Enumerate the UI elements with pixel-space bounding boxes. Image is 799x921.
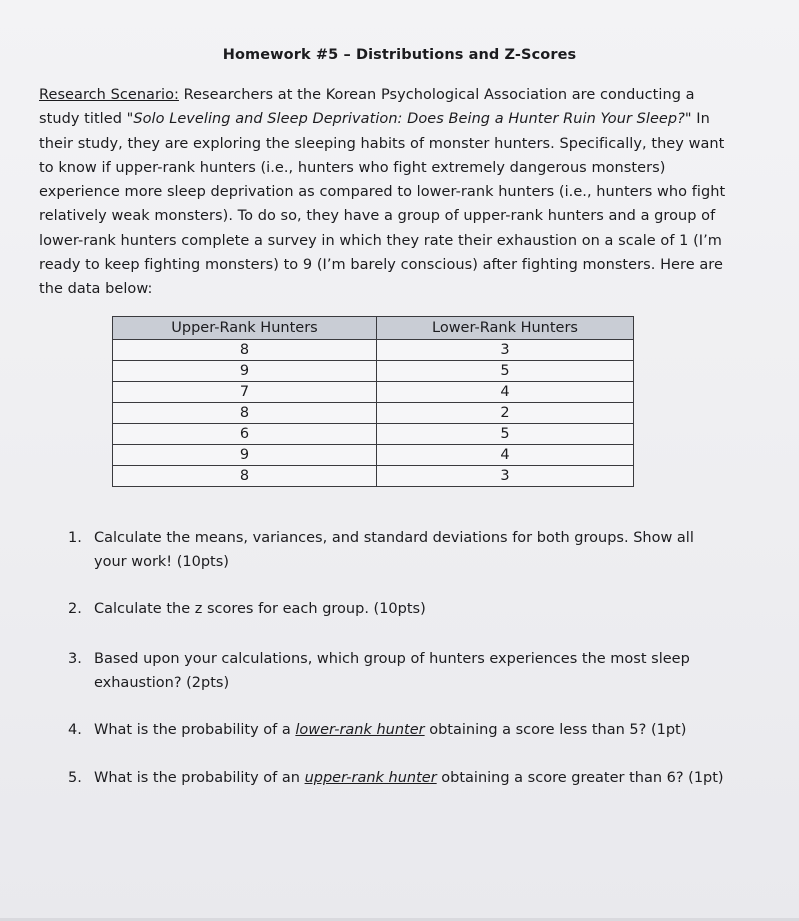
lower-rank-cell: 5	[377, 424, 634, 445]
question-item-2	[68, 598, 728, 622]
study-title: Solo Leveling and Sleep Deprivation: Does Being a Hunter Ruin Your Sleep?	[133, 111, 685, 128]
upper-rank-cell: 9	[113, 445, 377, 466]
hunter-data-table	[112, 316, 634, 487]
upper-rank-cell: 8	[113, 403, 377, 424]
header-lower-rank: Lower-Rank Hunters	[377, 317, 634, 340]
question-text-after: obtaining a score less than 5? (1pt)	[424, 722, 687, 738]
question-item-3	[68, 648, 728, 695]
question-text: Based upon your calculations, which group of hunters experiences the most sleep exhaustion? (2pts)	[94, 651, 690, 691]
lower-rank-cell: 3	[377, 466, 634, 487]
question-emphasis: lower-rank hunter	[295, 722, 425, 738]
question-number: 2.	[68, 601, 82, 617]
scenario-text-intro: Researchers at the Korean Psychological Association are conducting a study titled "	[39, 87, 695, 128]
upper-rank-cell: 8	[113, 466, 377, 487]
question-item-1	[68, 527, 728, 574]
table-row	[113, 361, 634, 382]
lower-rank-cell: 4	[377, 382, 634, 403]
upper-rank-cell: 9	[113, 361, 377, 382]
upper-rank-cell: 6	[113, 424, 377, 445]
question-number: 3.	[68, 651, 82, 667]
question-number: 1.	[68, 530, 82, 546]
lower-rank-cell: 5	[377, 361, 634, 382]
upper-rank-cell: 7	[113, 382, 377, 403]
table-row	[113, 466, 634, 487]
question-item-5	[68, 767, 728, 791]
question-text: Calculate the z scores for each group. (10pts)	[94, 601, 426, 617]
question-number: 5.	[68, 770, 82, 786]
scenario-label: Research Scenario:	[39, 87, 179, 103]
question-text	[94, 719, 728, 743]
research-scenario-paragraph	[39, 83, 729, 302]
table-row	[113, 403, 634, 424]
page-title: Homework #5 – Distributions and Z-Scores	[222, 47, 577, 63]
question-item-4	[68, 719, 728, 743]
scenario-text-body: " In their study, they are exploring the sleeping habits of monster hunters. Specifically, they want to know if upper-rank hunters (i.e., hunters who fight extremely dangerous monsters) experience more sleep deprivation as compared to lower-rank hunters (i.e., hunters who fight relatively weak monsters). To do so, they have a group of upper-rank hunters and a group of lower-rank hunters complete a survey in which they rate their exhaustion on a scale of 1 (I’m ready to keep fighting monsters) to 9 (I’m barely conscious) after fighting monsters. Here are the data below:	[39, 111, 726, 298]
header-upper-rank: Upper-Rank Hunters	[113, 317, 377, 340]
table-header-row	[113, 317, 634, 340]
question-number: 4.	[68, 722, 82, 738]
question-text	[94, 767, 728, 791]
table-row	[113, 382, 634, 403]
table-row	[113, 340, 634, 361]
question-text-after: obtaining a score greater than 6? (1pt)	[436, 770, 724, 786]
lower-rank-cell: 4	[377, 445, 634, 466]
question-text-before: What is the probability of a	[94, 722, 296, 738]
lower-rank-cell: 2	[377, 403, 634, 424]
question-emphasis: upper-rank hunter	[304, 770, 437, 786]
question-text-before: What is the probability of an	[94, 770, 305, 786]
lower-rank-cell: 3	[377, 340, 634, 361]
upper-rank-cell: 8	[113, 340, 377, 361]
table-row	[113, 424, 634, 445]
question-text: Calculate the means, variances, and standard deviations for both groups. Show all your work! (10pts)	[94, 530, 694, 570]
table-row	[113, 445, 634, 466]
